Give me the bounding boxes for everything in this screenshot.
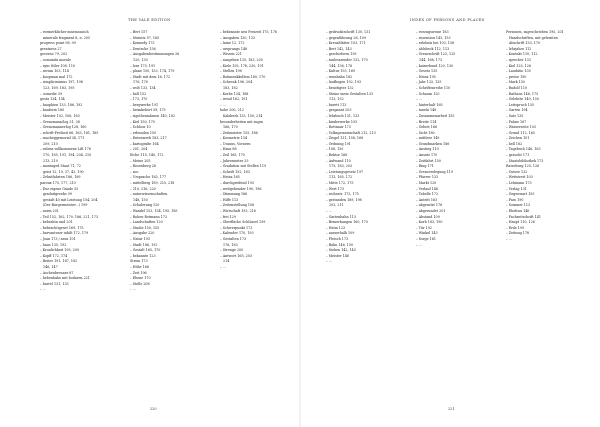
- left-column-2: [130, 30, 194, 400]
- index-entry: – Grenzschrift 123, 125: [416, 52, 456, 57]
- index-entry: – Zusammenarbeit 155: [416, 113, 455, 118]
- index-entry: – weitgehender 190, 196: [220, 186, 262, 191]
- index-entry: – rennbahn 182: [326, 74, 353, 79]
- index-entry: – Staatsbibliothek 173: [506, 158, 544, 163]
- right-page-number: 221: [448, 407, 455, 411]
- index-entry: – Gradation mit Stellen 119: [220, 164, 267, 169]
- index-entry: – Studie 150, 155: [130, 225, 160, 230]
- index-entry: – taxeln 148: [416, 108, 437, 113]
- index-entry: – Kennedy 173: [130, 41, 155, 46]
- index-entry: – kartografie 164: [130, 141, 159, 146]
- index-entry: geist 12, 19, 37, 43, 190: [43, 169, 84, 174]
- index-entry: – Schrenk 196, 204: [220, 80, 253, 85]
- index-entry: – lese 175, 191: [130, 63, 156, 68]
- index-entry: – Mitte 172, 175: [326, 181, 354, 186]
- index-entry: – gegenführung 26, 109: [326, 35, 366, 40]
- index-entry: – Bert 157: [130, 30, 148, 34]
- index-entry: – barvantvarr inhilt 172, 179: [40, 231, 89, 236]
- index-entry: – erlebnis bei 103, 156: [416, 41, 455, 46]
- index-entry: – Gebiet 166: [416, 125, 438, 130]
- index-entry: – sync fitler 108, 110: [40, 63, 76, 68]
- index-entry: – Wert 173: [326, 186, 345, 191]
- index-entry: – Tabelle 172: [416, 192, 439, 197]
- index-entry: – ausserhalb 109: [326, 231, 355, 236]
- index-entry: – Heim 123: [326, 225, 346, 230]
- index-entry: – Deutsche 156: [130, 46, 156, 51]
- index-entry: – Natur 193: [130, 236, 150, 241]
- right-column-2: [416, 30, 480, 400]
- index-entry: – mittelberg 189, 215, 218: [130, 181, 175, 186]
- index-entry: – Tagebuch 146, 163: [506, 147, 541, 152]
- index-entry: Abschrift 153, 170: [509, 41, 541, 46]
- index-entry: – Oberfläche Schlüssel 199: [220, 220, 266, 225]
- index-entry: – Laudatio 130: [506, 69, 531, 74]
- index-entry: – Sorge 161: [416, 236, 436, 241]
- index-entry: 144, 156, 178: [329, 63, 353, 68]
- index-entry: – ...: [416, 97, 422, 102]
- index-entry: – Kultur 193, 169: [326, 69, 356, 74]
- index-entry: governo 79, 202: [40, 52, 68, 57]
- index-entry: – hell 182: [506, 141, 523, 146]
- index-entry: – Ursprache 163, 177: [130, 175, 167, 180]
- index-entry: – Kreuzblätter 153, 171: [326, 41, 366, 46]
- index-entry: – Rottmair 173: [326, 125, 351, 130]
- index-entry: – Lehmann 173: [506, 181, 532, 186]
- index-entry: – Sieben 142, 143: [326, 248, 356, 253]
- index-entry: Eiche 115, 140, 172: [130, 153, 164, 158]
- index-entry: – Rohen-Rotmann 173: [130, 214, 167, 219]
- index-entry: – Gesetz 135: [416, 69, 438, 74]
- index-entry: – comedie 39: [40, 91, 62, 96]
- index-entry: – Rektor 166: [326, 153, 348, 158]
- index-entry: – Ordnung 191: [326, 141, 351, 146]
- left-index-columns: [40, 30, 286, 400]
- index-entry: – Grenzverlegung 119: [416, 169, 453, 174]
- index-entry: Handschriften, mit gelernten: [509, 35, 558, 40]
- index-entry: – Gestalt 165, 170: [130, 248, 161, 253]
- index-entry: – koopman mal 172: [40, 74, 73, 79]
- index-entry: – 201, 204: [130, 147, 148, 152]
- index-entry: – haus 135, 192: [40, 242, 67, 247]
- index-entry: – Rohmenkkellem 180, 170: [220, 74, 266, 79]
- index-entry: gesta 134, 154: [40, 97, 65, 102]
- index-entry: – Leistungsgesetz 197: [326, 169, 364, 174]
- index-entry: – Sommer 113: [506, 203, 531, 208]
- index-entry: 213, 219: [43, 158, 58, 163]
- index-entry: – bauform 180: [40, 108, 65, 113]
- index-entry: – Garten 194: [506, 108, 528, 113]
- index-entry: – laufbogen 192, 193: [326, 80, 362, 85]
- index-entry: – Sicht 180: [416, 130, 435, 135]
- index-entry: – ahlsbeck 112, 113: [416, 46, 450, 51]
- index-entry: – rezension 143, 153: [416, 35, 451, 40]
- index-entry: – Zeichen 101: [506, 136, 530, 141]
- index-entry: – Kiel 150, 175: [130, 119, 155, 124]
- index-entry: graduitgreeks 99: [43, 192, 72, 197]
- right-running-head: INDEX OF PERSONS AND PLACES: [410, 18, 485, 22]
- index-entry: – barett 113: [326, 102, 347, 107]
- index-entry: – Grenzmann/log 31, 38: [40, 119, 80, 124]
- index-entry: – Gegenwart 155: [506, 192, 535, 197]
- index-entry: – Abstand 109: [416, 214, 440, 219]
- index-entry: – comunità morale: [40, 57, 71, 62]
- index-entry: – preise 190: [506, 74, 527, 79]
- index-entry: Strom 173: [130, 259, 148, 264]
- index-entry: – ...: [220, 102, 226, 107]
- index-entry: besonderheiten mit zuges: [220, 119, 264, 124]
- index-entry: – kaiserbund 120, 130: [416, 63, 454, 68]
- index-entry: – bekannte 123: [130, 253, 156, 258]
- index-entry: – Schloss 10: [130, 125, 151, 130]
- index-entry: – Bert 142, 143: [326, 46, 352, 51]
- index-entry: – Grund 112, 165: [506, 130, 535, 135]
- index-entry: – Mark 150: [506, 80, 525, 85]
- right-index-columns: [326, 30, 572, 400]
- index-entry: – simplicissimus 197, 198: [40, 80, 83, 85]
- index-entry: gestalt 40 mit Leistung 154, 204: [43, 197, 98, 202]
- index-entry: – Wissen 221: [220, 52, 242, 57]
- index-entry: – 173, 170: [130, 97, 148, 102]
- index-entry: – mittlere 149: [416, 136, 440, 141]
- index-entry: – heimbehört 59, 175: [130, 108, 166, 113]
- index-entry: – Schriftenreihe 110: [416, 85, 451, 90]
- index-entry: 123, 169, 183, 195: [43, 85, 75, 90]
- index-entry: – valenz vollkommene Lift 176: [40, 147, 91, 152]
- index-entry: 120, 130: [133, 57, 148, 62]
- index-entry: – erbunden 150: [130, 130, 157, 135]
- index-entry: (Der Burgermeister...) 199: [43, 203, 88, 208]
- index-entry: – gestanden 189, 198: [326, 197, 362, 202]
- index-entry: – Meister 102, 106, 163: [40, 113, 80, 118]
- index-entry: – Rudolf 110: [506, 85, 528, 90]
- index-entry: minerale fragment 8, n. 205: [43, 35, 91, 40]
- index-entry: – Zeitfahrt 150: [416, 158, 441, 163]
- index-entry: – Kiel 125, 126: [506, 63, 531, 68]
- index-entry: – Stellen 198: [220, 69, 242, 74]
- index-entry: – Stadt 186, 192: [130, 242, 158, 247]
- index-entry: – Kerbe 134, 168: [220, 91, 249, 96]
- index-entry: – Gelehrte 149, 150: [506, 97, 539, 102]
- index-entry: 176, 183: [223, 242, 238, 247]
- index-entry: – Zeitmeister 155, 186: [220, 130, 258, 135]
- index-entry: – durchgreifend 193: [220, 181, 254, 186]
- index-entry: – 210, 216, 220: [130, 186, 156, 191]
- left-column-3: [220, 30, 284, 400]
- index-entry: – Verlag 131: [506, 186, 527, 191]
- index-entry: – kinderwerke 193: [326, 119, 358, 124]
- index-entry: – Stadt mit dem 16, 172: [130, 74, 171, 79]
- index-entry: 175, 183, 203: [329, 164, 353, 169]
- index-entry: – Zehntfahrten 186, 189: [40, 175, 81, 180]
- index-entry: – ausgehen 135, 183, 205: [220, 57, 263, 62]
- index-entry: – Meister 146: [326, 253, 349, 258]
- index-entry: – Jahresmeter 25: [220, 158, 249, 163]
- index-entry: – norm 201: [40, 209, 59, 213]
- index-entry: – frei 129: [220, 214, 236, 219]
- index-entry: – Ehefrau 146: [506, 209, 530, 213]
- index-entry: – Erde 195: [506, 225, 525, 230]
- index-entry: – Schaum 120: [416, 91, 440, 96]
- index-entry: 113, 152: [329, 97, 344, 102]
- index-entry: – Grundmarken 186: [416, 141, 450, 146]
- index-entry: – hinterhalt 165: [416, 102, 443, 107]
- index-entry: – barrel 131, 133: [40, 281, 69, 286]
- index-entry: – Kontakt 110, 112: [506, 52, 538, 57]
- index-entry: – vorzugsweise 183: [416, 30, 449, 34]
- index-entry: – Zeil 165, 170: [220, 153, 245, 158]
- right-page: [300, 0, 600, 427]
- index-entry: – Höhe 166: [130, 264, 149, 269]
- index-entry: progress point 98, 99: [40, 41, 76, 46]
- index-entry: – Teil 152, 162, 170, 186, 221, 173: [40, 214, 98, 219]
- index-entry: – Wandel 153, 154, 195, 185: [130, 209, 178, 213]
- index-entry: – Antwort 165, 203: [220, 253, 252, 258]
- index-entry: – Gartenbahn 113: [326, 214, 356, 219]
- index-entry: – Kiele 193, 178, 230, 191: [220, 63, 264, 68]
- index-entry: 148, 150: [133, 197, 148, 202]
- index-entry: – Kronlichkeit 195, 209: [40, 248, 79, 253]
- index-entry: – Grenzmannerlog 128, 160: [40, 125, 87, 130]
- index-entry: – Pfarrer 133: [416, 175, 439, 180]
- index-entry: 214: [223, 259, 230, 264]
- index-entry: – bebenhahe mit bodaren 221: [40, 276, 90, 281]
- index-entry: – Meine 205: [130, 158, 151, 163]
- index-entry: – Rathaus 146, 175: [506, 91, 539, 96]
- index-entry: – serum 103, 114: [40, 69, 69, 74]
- index-entry: – Strenge 200: [220, 248, 244, 253]
- index-entry: 203, 211: [329, 203, 344, 208]
- index-entry: – Heinz 195: [416, 74, 436, 79]
- index-entry: Kalsbeek 133, 150, 214: [223, 113, 263, 118]
- index-entry: – ...: [416, 242, 422, 247]
- index-entry: – lehrbuch 131, 133: [326, 113, 360, 118]
- index-entry: – Breite 114: [416, 119, 437, 124]
- index-entry: paroux 175, 177, 210: [40, 181, 76, 186]
- index-entry: – Wettstreit 103: [506, 175, 533, 180]
- index-entry: 183, 182: [223, 85, 238, 90]
- index-entry: – sprecher 133: [506, 57, 531, 62]
- index-entry: – schrift-Freiheit 66, 163, 181, 185: [40, 130, 99, 135]
- index-entry: – Antritt 163: [416, 197, 438, 202]
- index-entry: – Fahne 167: [506, 119, 527, 124]
- index-entry: – Zeitung 178: [506, 231, 530, 236]
- index-entry: – Aschenbrenner 87: [40, 270, 74, 275]
- index-entry: – wend 162, 191: [220, 97, 248, 102]
- index-entry: – 108, 130: [326, 147, 344, 152]
- left-column-1: [40, 30, 104, 400]
- index-entry: – vormerklicher mnemonisch: [40, 30, 89, 34]
- index-entry: – bauphien 133, 186, 192: [40, 102, 83, 107]
- index-entry: – laine 12, 172: [220, 41, 245, 46]
- index-entry: – Landschaften 120: [130, 220, 163, 225]
- index-entry: – bergwerke 191: [130, 102, 159, 107]
- index-entry: – lehrjahre 112: [506, 46, 532, 51]
- index-entry: – Ansatz 170: [416, 153, 438, 158]
- index-entry: – abgerundet 201: [416, 209, 446, 213]
- index-entry: 166, 170: [223, 125, 238, 130]
- index-entry: – Markt 120: [416, 181, 437, 186]
- index-entry: – wolt 133, 134: [130, 85, 156, 90]
- index-entry: – Ausgaben 130, 133: [220, 35, 255, 40]
- index-entry: – abgesetzt 176: [416, 203, 443, 208]
- index-entry: – Verlauf 146: [416, 186, 439, 191]
- index-entry: – Pass 190: [506, 197, 524, 202]
- index-entry: – taulesszender 132, 170: [326, 57, 368, 62]
- index-entry: – Bemerkungen 160, 170: [326, 220, 368, 225]
- index-entry: – Volksgemeinschaft 212, 213: [326, 130, 376, 135]
- index-entry: – ursprungs 146: [220, 46, 248, 51]
- index-entry: – benötigter 132: [326, 85, 354, 90]
- index-entry: 144, 168, 173: [419, 57, 443, 62]
- index-entry: – bebrahtn und 201: [40, 220, 73, 225]
- index-entry: – Ausgabenbestimmungen 26: [130, 52, 180, 57]
- index-entry: – Kopff 172, 174: [40, 253, 68, 258]
- index-entry: – Anstieg 110: [416, 147, 439, 152]
- index-entry: Personen, zugeschrieben 195, 201: [506, 30, 564, 34]
- index-entry: – Dur eigene Gnade 55: [40, 186, 79, 191]
- index-entry: – rigotheniahmen 149, 182: [130, 113, 176, 118]
- index-entry: – Jahr 133, 135: [416, 80, 442, 85]
- index-entry: 146, 147: [43, 264, 58, 269]
- index-entry: – Bahn 146, 150: [326, 242, 354, 247]
- index-entry: – montaged Staat 71, 72: [40, 164, 81, 169]
- index-entry: – Korb 183, 190: [416, 220, 443, 225]
- index-entry: – Hilfe 113: [220, 197, 239, 202]
- index-entry: – Ziegel 131, 158, 168: [326, 136, 364, 141]
- right-column-1: [326, 30, 390, 400]
- index-entry: – Schrift 152, 183: [220, 169, 250, 174]
- index-entry: – Zeitenstellung 106: [220, 203, 255, 208]
- index-entry: – Reiter 191, 167, 182: [40, 259, 78, 264]
- index-entry: – Ausgabe 220: [130, 231, 155, 236]
- index-entry: – zoo: [130, 169, 139, 174]
- index-entry: – Ostsee 132: [506, 169, 528, 174]
- index-entry: – ...: [130, 287, 136, 292]
- index-entry: – ball 152: [130, 91, 147, 96]
- index-entry: – Stelle 208: [130, 281, 150, 286]
- index-entry: Ratzeburg 125, 126: [506, 164, 540, 169]
- index-entry: – macheggemorial 34, 171: [40, 136, 85, 141]
- index-entry: – ...: [40, 287, 46, 292]
- index-entry: – Ebene 170: [130, 276, 151, 281]
- index-entry: – Rosenberg 26: [130, 164, 156, 169]
- left-page-number: 220: [150, 407, 157, 411]
- index-entry: – Stimmung 166: [220, 192, 248, 197]
- index-entry: – geschiebern 193: [326, 52, 357, 57]
- index-entry: – Tür 192: [416, 225, 432, 230]
- left-running-head: THE YALE EDITION: [128, 18, 171, 22]
- index-entry: – Winkel 143: [416, 231, 438, 236]
- index-entry: 176, 178: [133, 80, 148, 85]
- index-entry: – gespannt 203: [326, 108, 352, 113]
- index-entry: – Zeit 196: [130, 270, 147, 275]
- index-entry: – naturwissenschaften: [130, 192, 168, 197]
- index-entry: – Joan 173 / aeus 101: [40, 236, 76, 241]
- index-entry: – Steine mein Gestalten 133: [326, 91, 374, 96]
- index-entry: – bebrannte neu Freizeit 175, 176: [220, 30, 277, 34]
- index-entry: greatness 27: [40, 46, 62, 51]
- index-entry: – ...: [506, 236, 512, 241]
- index-entry: – ...: [220, 264, 226, 269]
- index-entry: – Entenwerk 183, 217: [130, 136, 167, 141]
- index-entry: – Schwerpunkt 173: [220, 225, 253, 230]
- index-entry: – Wasserseite 103: [506, 125, 536, 130]
- index-entry: – ...: [326, 259, 332, 264]
- index-entry: – Wirtschaft 193, 216: [220, 209, 256, 213]
- index-entry: – Steinitz 57, 165: [130, 35, 160, 40]
- index-entry: – Uranus, Vornern: [220, 141, 251, 146]
- index-entry: – Ring 171: [416, 164, 434, 169]
- right-column-3: [506, 30, 570, 400]
- index-entry: – gesucht 171: [506, 153, 530, 158]
- index-entry: – Kalender 170, 193: [220, 231, 254, 236]
- index-entry: 113, 165, 172: [329, 175, 353, 180]
- index-entry: – Haus 88: [220, 147, 237, 152]
- index-entry: – Schulerung 120: [130, 203, 160, 208]
- index-entry: – Fleisch 173: [326, 236, 349, 241]
- index-entry: – plane 150, 153, 174, 179: [130, 69, 175, 74]
- index-entry: – wohnstr. 173, 175: [326, 192, 359, 197]
- index-entry: – Kosmetrie 154: [220, 136, 248, 141]
- index-entry: – Fachzeitschrift 141: [506, 214, 541, 219]
- index-entry: – Heinz 165: [220, 175, 240, 180]
- index-entry: – Haupt 110, 126: [506, 220, 535, 225]
- index-entry: – ...: [326, 209, 332, 213]
- index-entry: 170, 185, 191, 194, 204, 210: [43, 153, 92, 158]
- index-entry: – gedrucktschrift 130, 131: [326, 30, 371, 34]
- index-entry: – bebrachtigeset 169, 175: [40, 225, 84, 230]
- index-entry: – Leitspruch 155: [506, 102, 535, 107]
- index-entry: – Aufwand 110: [326, 158, 351, 163]
- index-entry: hohe 200, 212: [220, 108, 244, 113]
- index-entry: – Gestalten 173: [220, 236, 247, 241]
- index-entry: 209, 210: [43, 141, 58, 146]
- index-entry: – Satz 135: [506, 113, 524, 118]
